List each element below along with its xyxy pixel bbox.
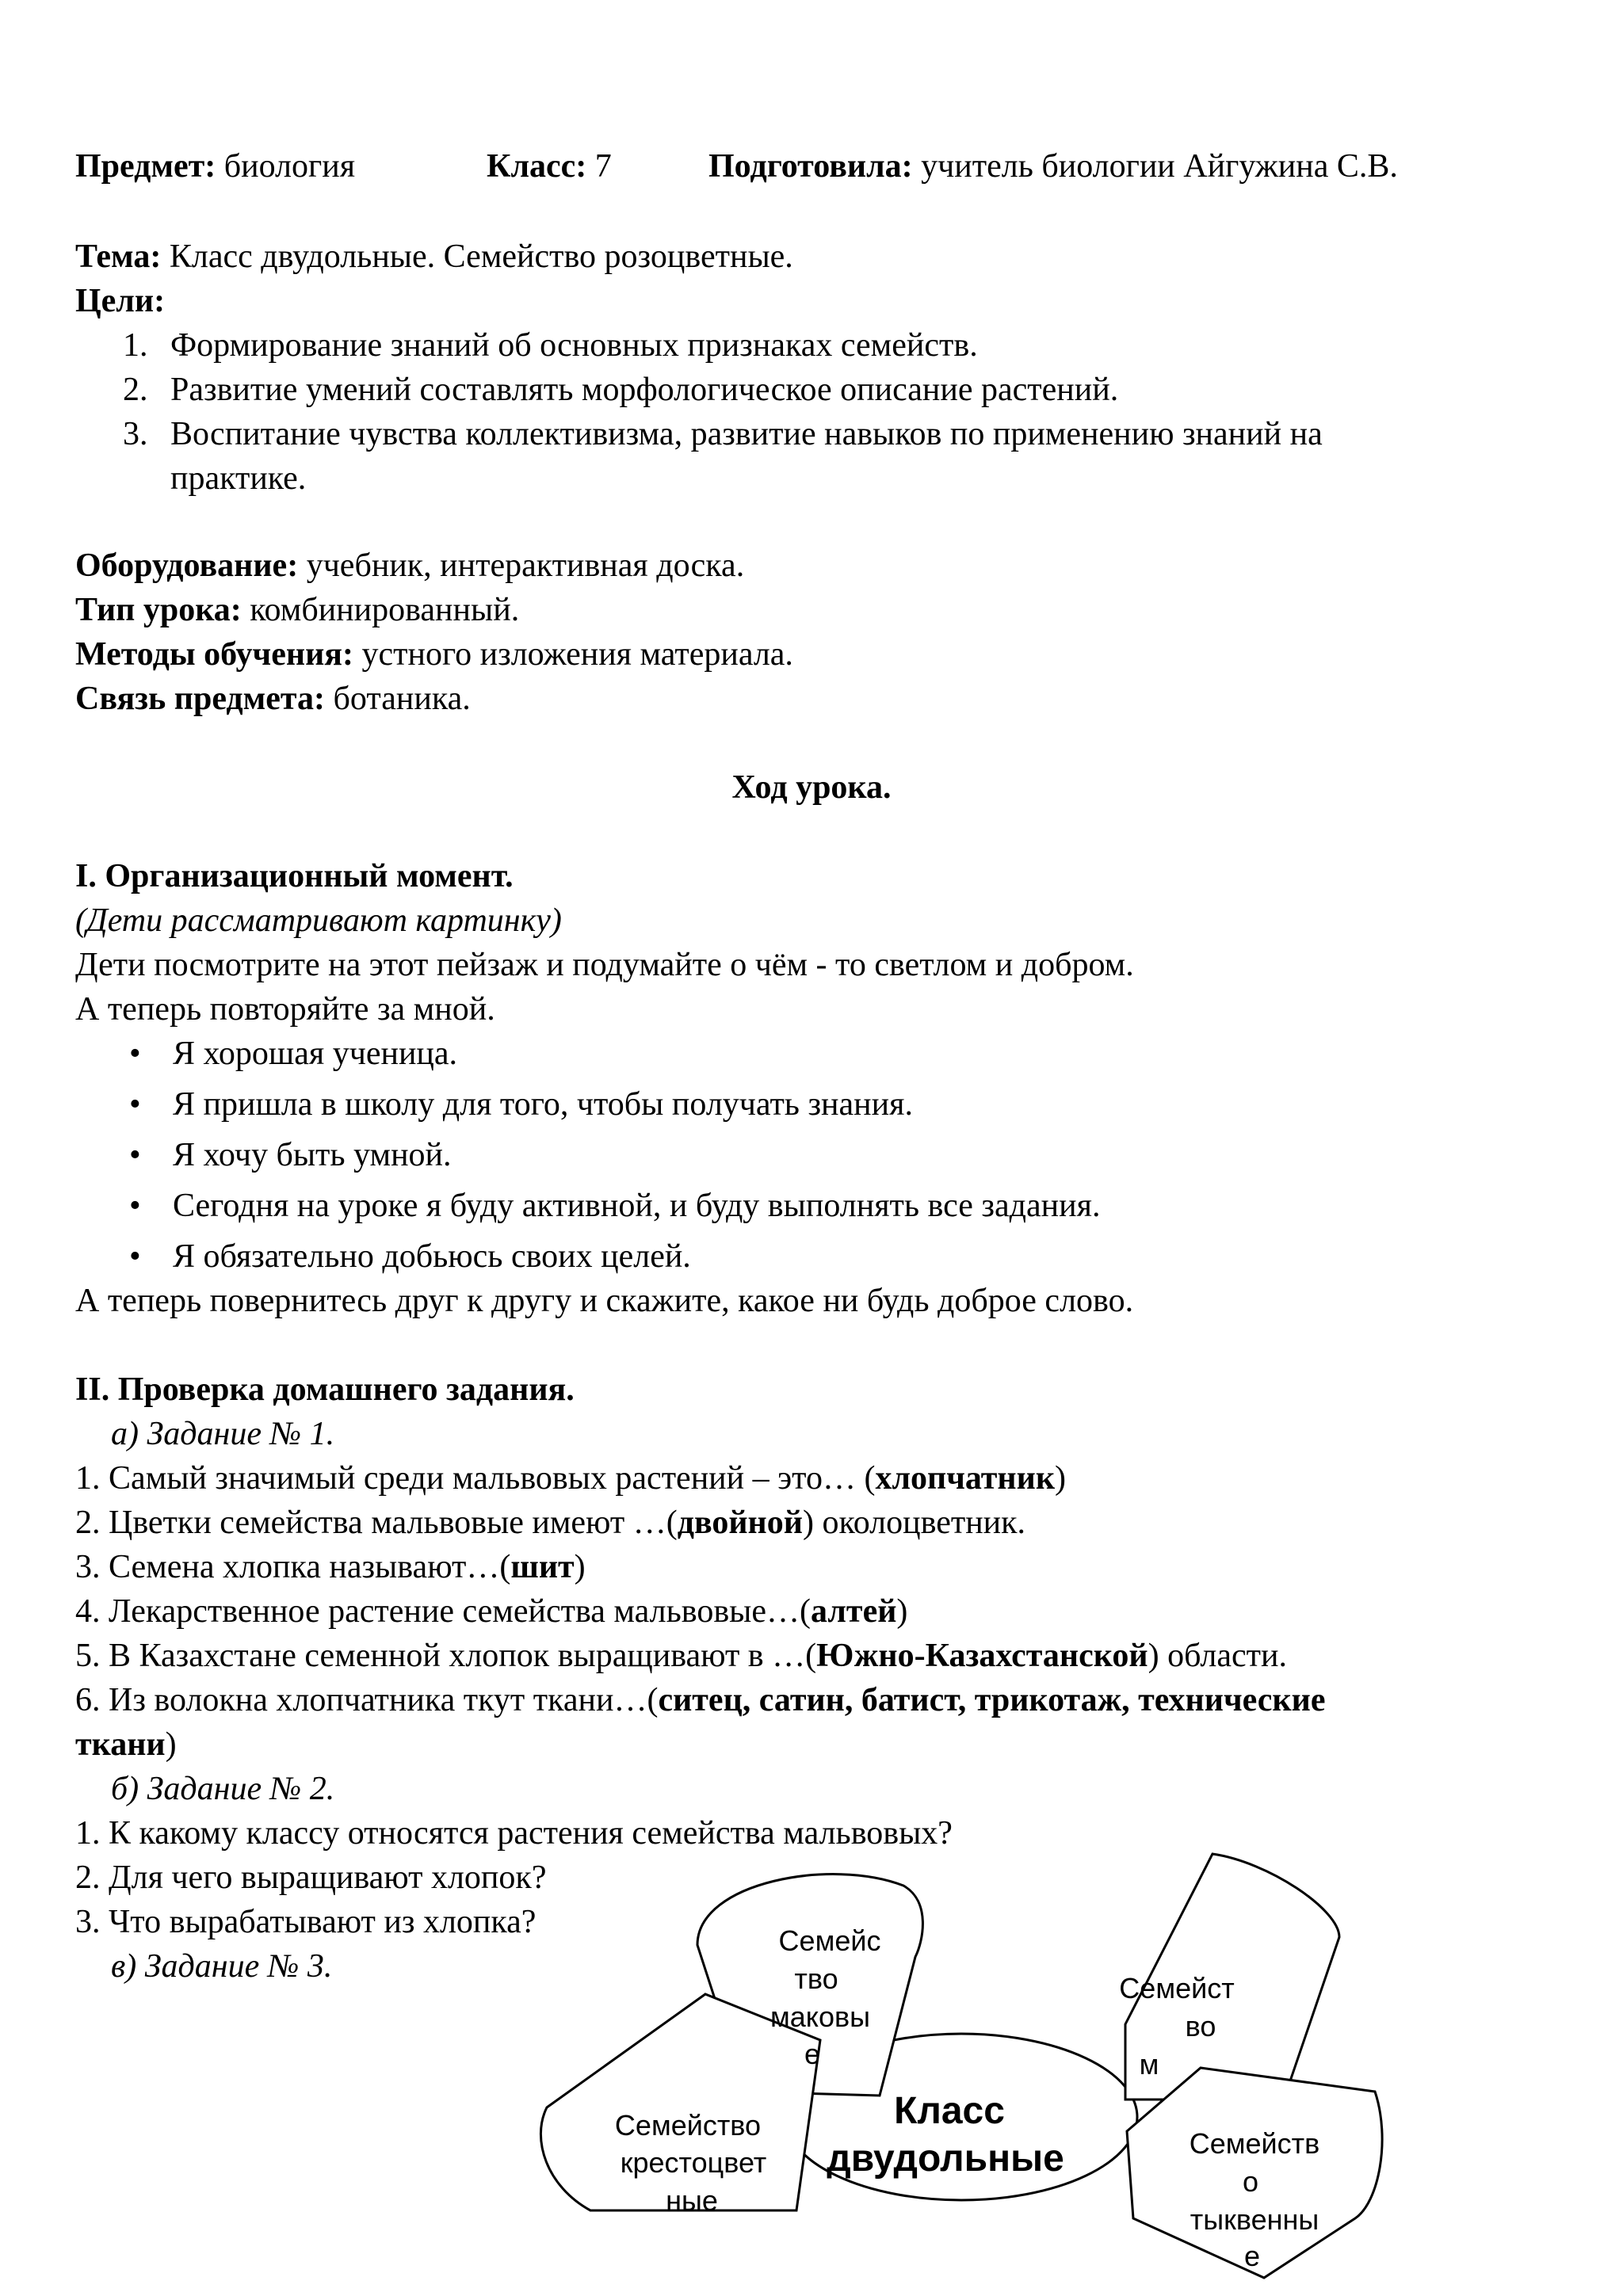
- topic-value: Класс двудольные. Семейство розоцветные.: [169, 238, 793, 275]
- task2-label: б) Задание № 2.: [111, 1771, 335, 1807]
- poppy-line-3: маковы: [770, 2000, 870, 2033]
- teaching-methods: Методы обучения: устного изложения материала.: [75, 636, 793, 673]
- subject-value: биология: [223, 148, 356, 185]
- pumpkin-line-3: тыквенны: [1190, 2203, 1319, 2236]
- pumpkin-line-2: о: [1242, 2165, 1259, 2198]
- cruciferous-line-2: крестоцвет: [620, 2146, 767, 2179]
- goal-item: 2. Развитие умений составлять морфологическое описание растений.: [123, 372, 1119, 408]
- task2-q1: 1. К какому классу относятся растения семейства мальвовых?: [75, 1815, 953, 1852]
- prepared-label: Подготовила:: [708, 148, 913, 185]
- task1-q3: 3. Семена хлопка называют…(шит): [75, 1549, 586, 1585]
- section1-note: (Дети рассматривают картинку): [75, 902, 562, 939]
- subject-link: Связь предмета: ботаника.: [75, 681, 471, 717]
- task1-q2: 2. Цветки семейства мальвовые имеют …(двойной) околоцветник.: [75, 1505, 1026, 1541]
- lesson-title: Ход урока.: [731, 769, 892, 806]
- bullet-icon: •: [129, 1238, 141, 1275]
- center-line-1: Класс: [894, 2090, 1005, 2132]
- bullet-icon: •: [129, 1035, 141, 1072]
- section1-line2: А теперь повторяйте за мной.: [75, 991, 495, 1028]
- right-family-line-3: м: [1139, 2048, 1159, 2081]
- goal-item: 1. Формирование знаний об основных признаках семейств.: [123, 327, 978, 364]
- class-label: Класс:: [487, 148, 587, 185]
- task1-q1: 1. Самый значимый среди мальвовых растений – это… (хлопчатник): [75, 1460, 1067, 1497]
- bullet-icon: •: [129, 1188, 141, 1224]
- goal-item: 3. Воспитание чувства коллективизма, развитие навыков по применению знаний на: [123, 416, 1323, 452]
- list-item: • Сегодня на уроке я буду активной, и буду выполнять все задания.: [173, 1184, 1100, 1228]
- list-item: • Я хочу быть умной.: [173, 1133, 452, 1177]
- pumpkin-line-1: Семейств: [1189, 2127, 1320, 2160]
- pumpkin-line-4: е: [1243, 2240, 1261, 2272]
- task1-q5: 5. В Казахстане семенной хлопок выращивают в …(Южно-Казахстанской) области.: [75, 1638, 1287, 1674]
- section1-title: I. Организационный момент.: [75, 858, 514, 894]
- task2-q2: 2. Для чего выращивают хлопок?: [75, 1859, 547, 1896]
- task1-q6: 6. Из волокна хлопчатника ткут ткани…(ситец, сатин, батист, трикотаж, технические: [75, 1682, 1326, 1718]
- right-family-line-1: Семейст: [1119, 1972, 1235, 2004]
- task1-q6-continuation: ткани): [75, 1726, 177, 1763]
- task1-label: а) Задание № 1.: [111, 1416, 335, 1452]
- bullet-icon: •: [129, 1086, 141, 1123]
- right-family-line-2: во: [1185, 2010, 1216, 2042]
- bullet-icon: •: [129, 1137, 141, 1173]
- center-line-2: двудольные: [827, 2138, 1064, 2180]
- subject-label: Предмет:: [75, 148, 216, 185]
- list-item: • Я обязательно добьюсь своих целей.: [173, 1234, 691, 1279]
- prepared-value: учитель биологии Айгужина С.В.: [921, 148, 1398, 185]
- topic-label: Тема:: [75, 238, 162, 275]
- section2-title: II. Проверка домашнего задания.: [75, 1371, 575, 1408]
- lesson-type: Тип урока: комбинированный.: [75, 592, 520, 628]
- poppy-line-4: е: [804, 2038, 821, 2070]
- class-value: 7: [594, 148, 612, 185]
- list-item: • Я хорошая ученица.: [173, 1032, 457, 1076]
- list-item: • Я пришла в школу для того, чтобы получать знания.: [173, 1082, 913, 1127]
- task3-label: в) Задание № 3.: [111, 1948, 333, 1985]
- equipment: Оборудование: учебник, интерактивная доска.: [75, 547, 745, 584]
- task2-q3: 3. Что вырабатывают из хлопка?: [75, 1904, 537, 1940]
- section1-line1: Дети посмотрите на этот пейзаж и подумайте о чём - то светлом и добром.: [75, 947, 1134, 983]
- cruciferous-line-1: Семейство: [614, 2109, 762, 2142]
- section1-closing: А теперь повернитесь друг к другу и скажите, какое ни будь доброе слово.: [75, 1283, 1134, 1319]
- goals-label: Цели:: [75, 283, 166, 319]
- goal-item-continuation: практике.: [170, 460, 307, 497]
- poppy-line-1: Семейс: [778, 1924, 881, 1957]
- poppy-line-2: тво: [794, 1962, 838, 1995]
- task1-q4: 4. Лекарственное растение семейства мальвовые…(алтей): [75, 1593, 908, 1630]
- cruciferous-line-3: ные: [666, 2184, 718, 2217]
